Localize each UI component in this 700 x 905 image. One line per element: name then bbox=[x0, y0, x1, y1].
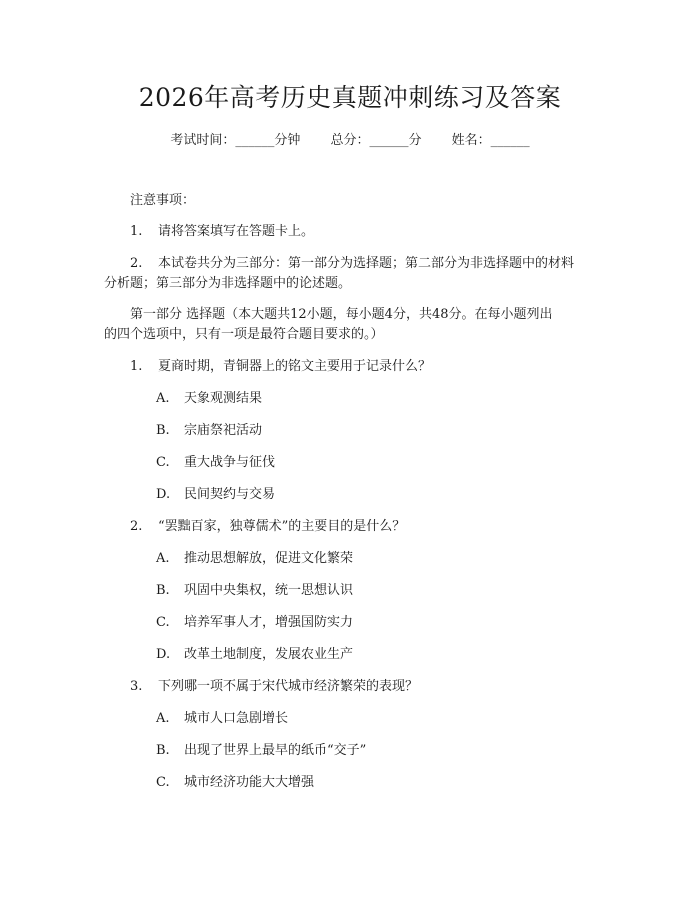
option-text: 出现了世界上最早的纸币“交子” bbox=[184, 743, 367, 758]
question-number: 3. bbox=[130, 679, 143, 694]
option-text: 民间契约与交易 bbox=[184, 487, 276, 502]
exam-info-row bbox=[0, 131, 700, 151]
option-key: C. bbox=[156, 775, 170, 790]
question-2-option-a bbox=[156, 549, 353, 569]
notice-item-1 bbox=[130, 222, 314, 242]
exam-time-field: 考试时间：______分钟 bbox=[170, 133, 301, 148]
option-text: 天象观测结果 bbox=[184, 391, 263, 406]
notice-item-2 bbox=[130, 254, 574, 274]
option-text: 重大战争与征伐 bbox=[184, 455, 276, 470]
question-text: 夏商时期，青铜器上的铭文主要用于记录什么？ bbox=[158, 359, 432, 374]
option-text: 城市经济功能大大增强 bbox=[184, 775, 315, 790]
option-key: A. bbox=[156, 711, 170, 726]
question-3 bbox=[130, 677, 418, 697]
student-name-field: 姓名：______ bbox=[451, 133, 530, 148]
option-key: B. bbox=[156, 423, 170, 438]
question-number: 2. bbox=[130, 519, 143, 534]
option-text: 改革土地制度，发展农业生产 bbox=[184, 647, 354, 662]
section-1-intro-line-1: 第一部分 选择题（本大题共12小题，每小题4分，共48分。在每小题列出 bbox=[130, 307, 553, 322]
option-key: D. bbox=[156, 647, 171, 662]
notice-item-number: 1. bbox=[130, 224, 143, 239]
question-2 bbox=[130, 517, 405, 537]
question-3-option-b bbox=[156, 741, 366, 761]
notice-item-2-continuation: 分析题；第三部分为非选择题中的论述题。 bbox=[104, 276, 352, 291]
question-1 bbox=[130, 357, 431, 377]
question-text: “罢黜百家，独尊儒术”的主要目的是什么？ bbox=[158, 519, 406, 534]
option-text: 培养军事人才，增强国防实力 bbox=[184, 615, 354, 630]
option-key: A. bbox=[156, 551, 170, 566]
question-3-option-c bbox=[156, 773, 314, 793]
option-key: B. bbox=[156, 583, 170, 598]
page-title: 2026年高考历史真题冲刺练习及答案 bbox=[138, 83, 562, 112]
option-text: 城市人口急剧增长 bbox=[184, 711, 289, 726]
option-text: 推动思想解放，促进文化繁荣 bbox=[184, 551, 354, 566]
section-1-intro-line-2: 的四个选项中，只有一项是最符合题目要求的。） bbox=[104, 327, 384, 342]
option-text: 巩固中央集权，统一思想认识 bbox=[184, 583, 354, 598]
question-3-option-a bbox=[156, 709, 288, 729]
total-score-field: 总分：______分 bbox=[330, 133, 422, 148]
option-key: A. bbox=[156, 391, 170, 406]
question-2-option-d bbox=[156, 645, 353, 665]
notice-heading: 注意事项： bbox=[130, 193, 196, 208]
question-2-option-b bbox=[156, 581, 353, 601]
question-1-option-b bbox=[156, 421, 262, 441]
notice-item-number: 2. bbox=[130, 256, 143, 271]
option-key: C. bbox=[156, 615, 170, 630]
option-key: B. bbox=[156, 743, 170, 758]
option-key: D. bbox=[156, 487, 171, 502]
question-1-option-a bbox=[156, 389, 262, 409]
option-key: C. bbox=[156, 455, 170, 470]
question-2-option-c bbox=[156, 613, 353, 633]
question-1-option-d bbox=[156, 485, 275, 505]
question-number: 1. bbox=[130, 359, 143, 374]
question-text: 下列哪一项不属于宋代城市经济繁荣的表现？ bbox=[158, 679, 419, 694]
question-1-option-c bbox=[156, 453, 275, 473]
notice-item-text: 本试卷共分为三部分：第一部分为选择题；第二部分为非选择题中的材料 bbox=[158, 256, 575, 271]
option-text: 宗庙祭祀活动 bbox=[184, 423, 263, 438]
notice-item-text: 请将答案填写在答题卡上。 bbox=[158, 224, 315, 239]
